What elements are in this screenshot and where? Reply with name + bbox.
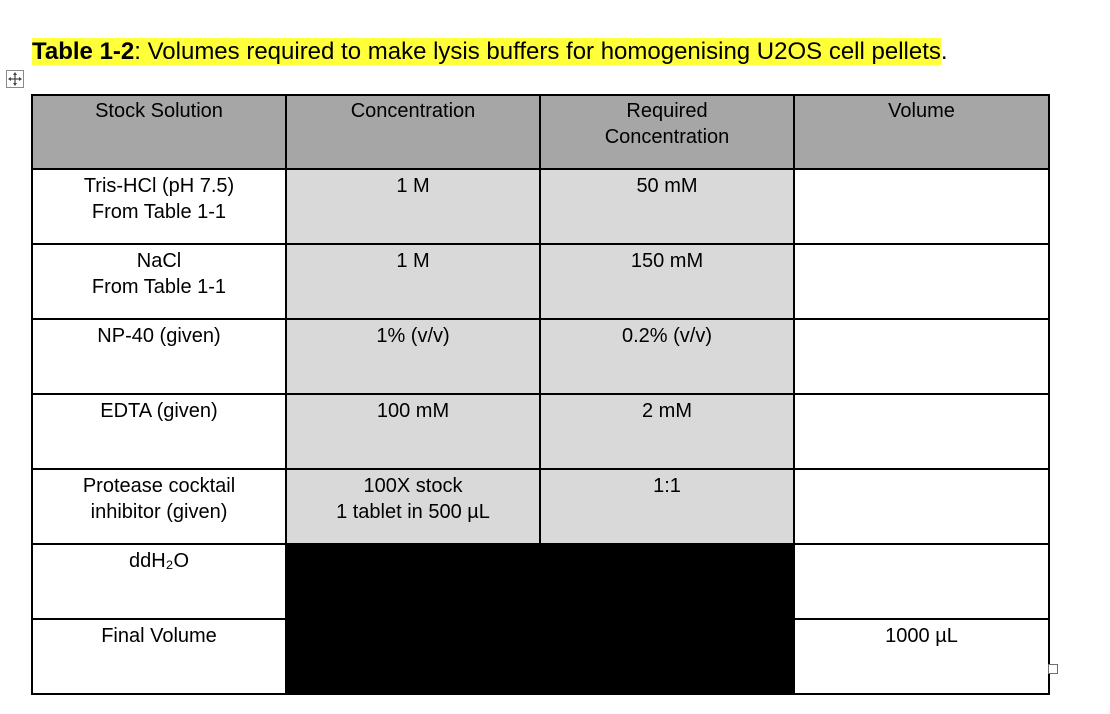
cell-stock: ddH₂O	[32, 544, 286, 619]
table-row	[32, 469, 1049, 544]
table-row	[32, 244, 1049, 319]
cell-concentration: 1% (v/v)	[286, 319, 540, 394]
cell-stock: NaCl From Table 1-1	[32, 244, 286, 319]
cell-volume[interactable]	[794, 244, 1049, 319]
cell-stock: Tris-HCl (pH 7.5) From Table 1-1	[32, 169, 286, 244]
header-stock-solution: Stock Solution	[32, 95, 286, 169]
cell-required: 150 mM	[540, 244, 794, 319]
caption-highlight	[32, 38, 941, 65]
cell-required: 1:1	[540, 469, 794, 544]
table-header-row	[32, 95, 1049, 169]
table-row	[32, 619, 1049, 694]
cell-required: 0.2% (v/v)	[540, 319, 794, 394]
cell-volume[interactable]	[794, 319, 1049, 394]
move-arrows-icon	[7, 71, 23, 87]
caption-text: Volumes required to make lysis buffers for homogenising U2OS cell pellets	[140, 38, 941, 65]
cell-concentration: 100 mM	[286, 394, 540, 469]
cell-concentration: 100X stock 1 tablet in 500 µL	[286, 469, 540, 544]
header-concentration: Concentration	[286, 95, 540, 169]
table-caption	[32, 34, 948, 70]
table-row	[32, 394, 1049, 469]
cell-volume[interactable]: 1000 µL	[794, 619, 1049, 694]
cell-volume[interactable]	[794, 394, 1049, 469]
blocked-cell	[286, 619, 794, 694]
cell-stock: Protease cocktail inhibitor (given)	[32, 469, 286, 544]
cell-concentration: 1 M	[286, 244, 540, 319]
cell-required: 50 mM	[540, 169, 794, 244]
header-required-concentration: Required Concentration	[540, 95, 794, 169]
table-row	[32, 544, 1049, 619]
caption-label: Table 1-2	[32, 38, 135, 65]
cell-stock: NP-40 (given)	[32, 319, 286, 394]
header-volume: Volume	[794, 95, 1049, 169]
cell-required: 2 mM	[540, 394, 794, 469]
caption-colon: :	[134, 38, 141, 65]
resize-square-icon[interactable]	[1048, 664, 1058, 674]
lysis-buffer-table	[31, 94, 1050, 695]
caption-period: .	[940, 38, 948, 65]
cell-stock: Final Volume	[32, 619, 286, 694]
cell-volume[interactable]	[794, 544, 1049, 619]
cell-volume[interactable]	[794, 169, 1049, 244]
cell-volume[interactable]	[794, 469, 1049, 544]
table-move-handle[interactable]	[6, 70, 24, 88]
table-row	[32, 169, 1049, 244]
cell-concentration: 1 M	[286, 169, 540, 244]
cell-stock: EDTA (given)	[32, 394, 286, 469]
table-row	[32, 319, 1049, 394]
blocked-cell	[286, 544, 794, 619]
